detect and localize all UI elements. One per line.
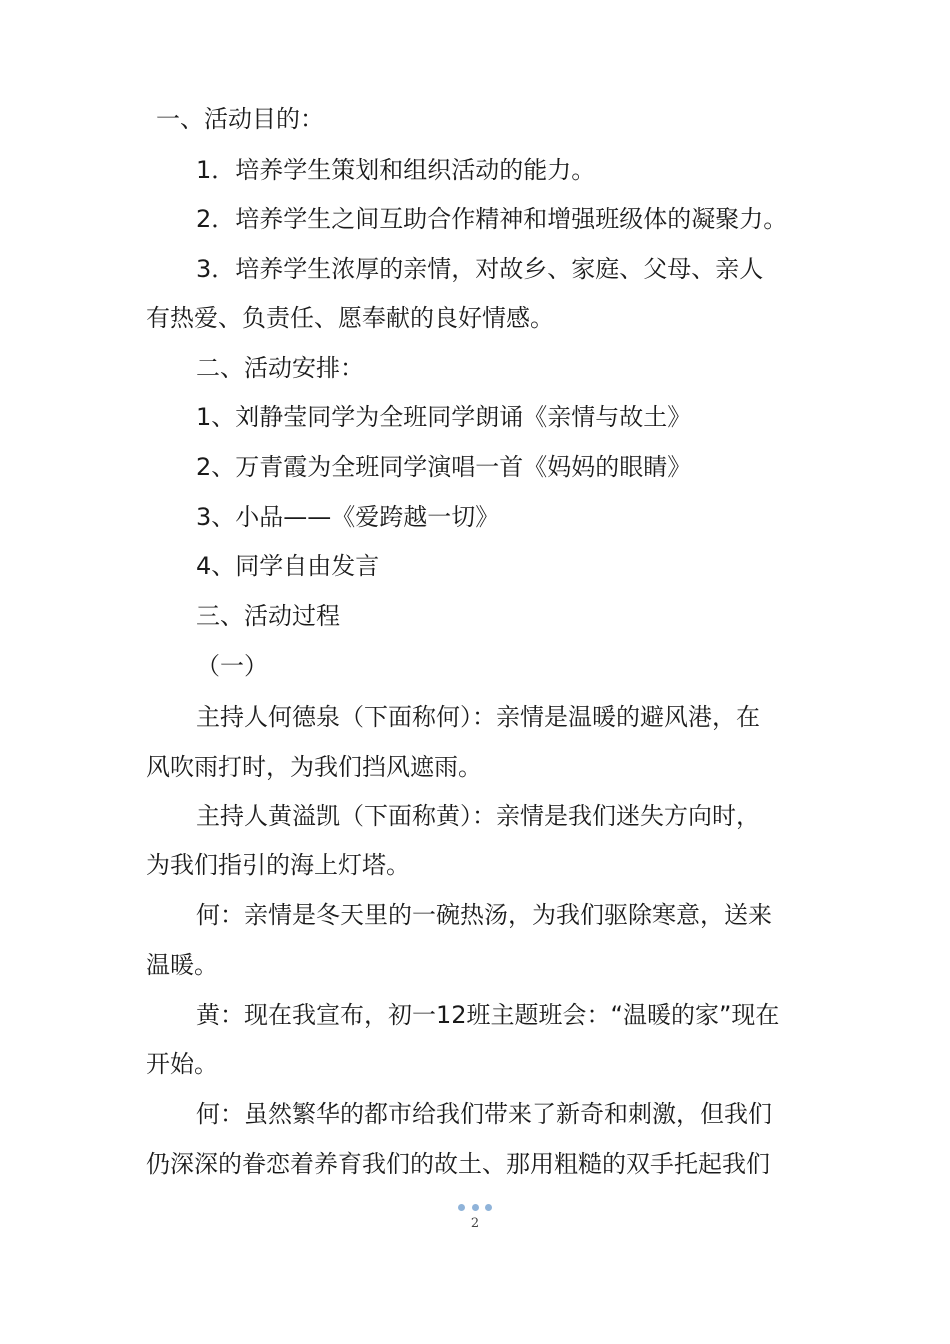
list-item: 1．培养学生策划和组织活动的能力。 bbox=[196, 156, 596, 184]
paragraph-line: 何：亲情是冬天里的一碗热汤，为我们驱除寒意，送来 bbox=[196, 901, 772, 929]
list-item: 3、小品——《爱跨越一切》 bbox=[196, 503, 500, 531]
paragraph-line: 风吹雨打时，为我们挡风遮雨。 bbox=[146, 753, 482, 781]
dot-icon bbox=[472, 1204, 479, 1211]
list-item: 3．培养学生浓厚的亲情，对故乡、家庭、父母、亲人 bbox=[196, 255, 764, 283]
list-item: 1、刘静莹同学为全班同学朗诵《亲情与故土》 bbox=[196, 403, 692, 431]
paragraph-line: 主持人何德泉（下面称何）：亲情是温暖的避风港，在 bbox=[196, 703, 760, 731]
paragraph-line: 黄：现在我宣布，初一12班主题班会：“温暖的家”现在 bbox=[196, 1001, 780, 1029]
subheading-part-one: （一） bbox=[196, 652, 268, 680]
dot-icon bbox=[485, 1204, 492, 1211]
paragraph-line: 温暖。 bbox=[146, 951, 218, 979]
heading-purpose: 一、活动目的： bbox=[156, 105, 324, 133]
paragraph-line: 主持人黄溢凯（下面称黄）：亲情是我们迷失方向时， bbox=[196, 802, 760, 830]
ellipsis-dots-icon bbox=[458, 1202, 492, 1212]
paragraph-line: 开始。 bbox=[146, 1050, 218, 1078]
paragraph-line: 何：虽然繁华的都市给我们带来了新奇和刺激，但我们 bbox=[196, 1100, 772, 1128]
heading-process: 三、活动过程 bbox=[196, 602, 340, 630]
list-item: 2、万青霞为全班同学演唱一首《妈妈的眼睛》 bbox=[196, 453, 692, 481]
paragraph-line: 仍深深的眷恋着养育我们的故土、那用粗糙的双手托起我们 bbox=[146, 1150, 770, 1178]
list-item: 4、同学自由发言 bbox=[196, 552, 380, 580]
paragraph-line: 为我们指引的海上灯塔。 bbox=[146, 851, 410, 879]
list-item-continuation: 有热爱、负责任、愿奉献的良好情感。 bbox=[146, 304, 554, 332]
heading-arrangement: 二、活动安排： bbox=[196, 354, 364, 382]
dot-icon bbox=[458, 1204, 465, 1211]
page-number: 2 bbox=[470, 1216, 480, 1231]
list-item: 2．培养学生之间互助合作精神和增强班级体的凝聚力。 bbox=[196, 205, 788, 233]
